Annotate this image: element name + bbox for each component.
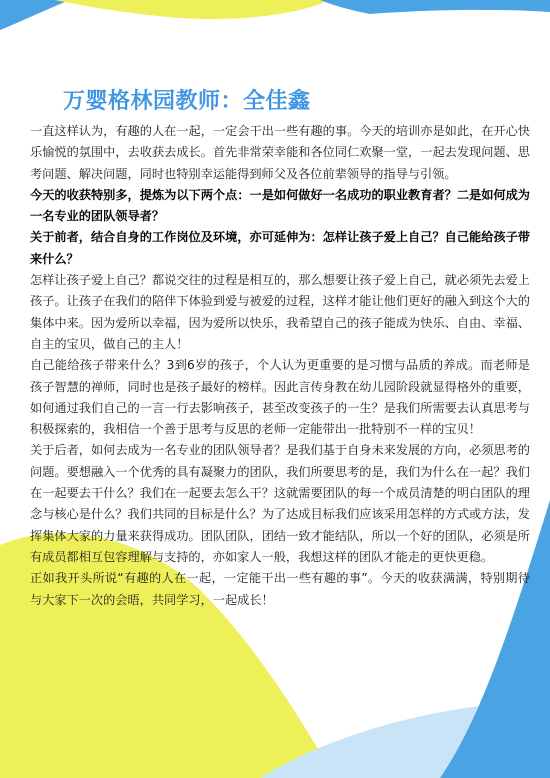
paragraph-love-children: 怎样让孩子爱上自己？都说交往的过程是相互的，那么想要让孩子爱上自己，就必须先去爱上孩子。让孩子在我们的陪伴下体验到爱与被爱的过程，这样才能让他们更好的融入到这个大的集体中来。因为爱所以幸福，因为爱所以快乐，我希望自己的孩子能成为快乐、自由、幸福、自主的宝贝，做自己的主人！ (30, 273, 530, 351)
paragraph-intro: 一直这样认为，有趣的人在一起，一定会干出一些有趣的事。今天的培训亦是如此，在开心快乐愉悦的氛围中，去收获去成长。首先非常荣幸能和各位同仁欢聚一堂，一起去发现问题、思考问题、解决问题，同时也特别幸运能得到师父及各位前辈领导的指导与引领。 (30, 124, 530, 181)
paragraph-first-topic: 关于前者，结合自身的工作岗位及环境，亦可延伸为：怎样让孩子爱上自己？自己能给孩子带来什么？ (30, 230, 530, 266)
paragraph-conclusion: 正如我开头所说“有趣的人在一起，一定能干出一些有趣的事”。今天的收获满满，特别期待与大家下一次的会晤，共同学习，一起成长！ (30, 571, 530, 607)
paragraph-key-points: 今天的收获特别多，提炼为以下两个点：一是如何做好一名成功的职业教育者？二是如何成为一名专业的团队领导者？ (30, 187, 530, 224)
document-title: 万婴格林园教师：全佳鑫 (63, 89, 311, 114)
document-body (30, 121, 530, 611)
paragraph-team-leader: 关于后者，如何去成为一名专业的团队领导者？是我们基于自身未来发展的方向，必须思考的问题。要想融入一个优秀的具有凝聚力的团队，我们所要思考的是，我们为什么在一起？我们在一起要去干什么？我们在一起要去怎么干？这就需要团队的每一个成员清楚的明白团队的理念与核心是什么？我们共同的目标是什么？为了达成目标我们应该采用怎样的方式或方法，发挥集体大家的力量来获得成功。团队团队，团结一致才能结队，所以一个好的团队，必须是所有成员都相互包容理解与支持的，亦如家人一般，我想这样的团队才能走的更快更稳。 (30, 443, 530, 564)
paragraph-bring-children: 自己能给孩子带来什么？3到6岁的孩子，个人认为更重要的是习惯与品质的养成。而老师是孩子智慧的禅师，同时也是孩子最好的榜样。因此言传身教在幼儿园阶段就显得格外的重要，如何通过我们自己的一言一行去影响孩子，甚至改变孩子的一生？是我们所需要去认真思考与积极探索的，我相信一个善于思考与反思的老师一定能带出一批特别不一样的宝贝！ (30, 358, 530, 437)
